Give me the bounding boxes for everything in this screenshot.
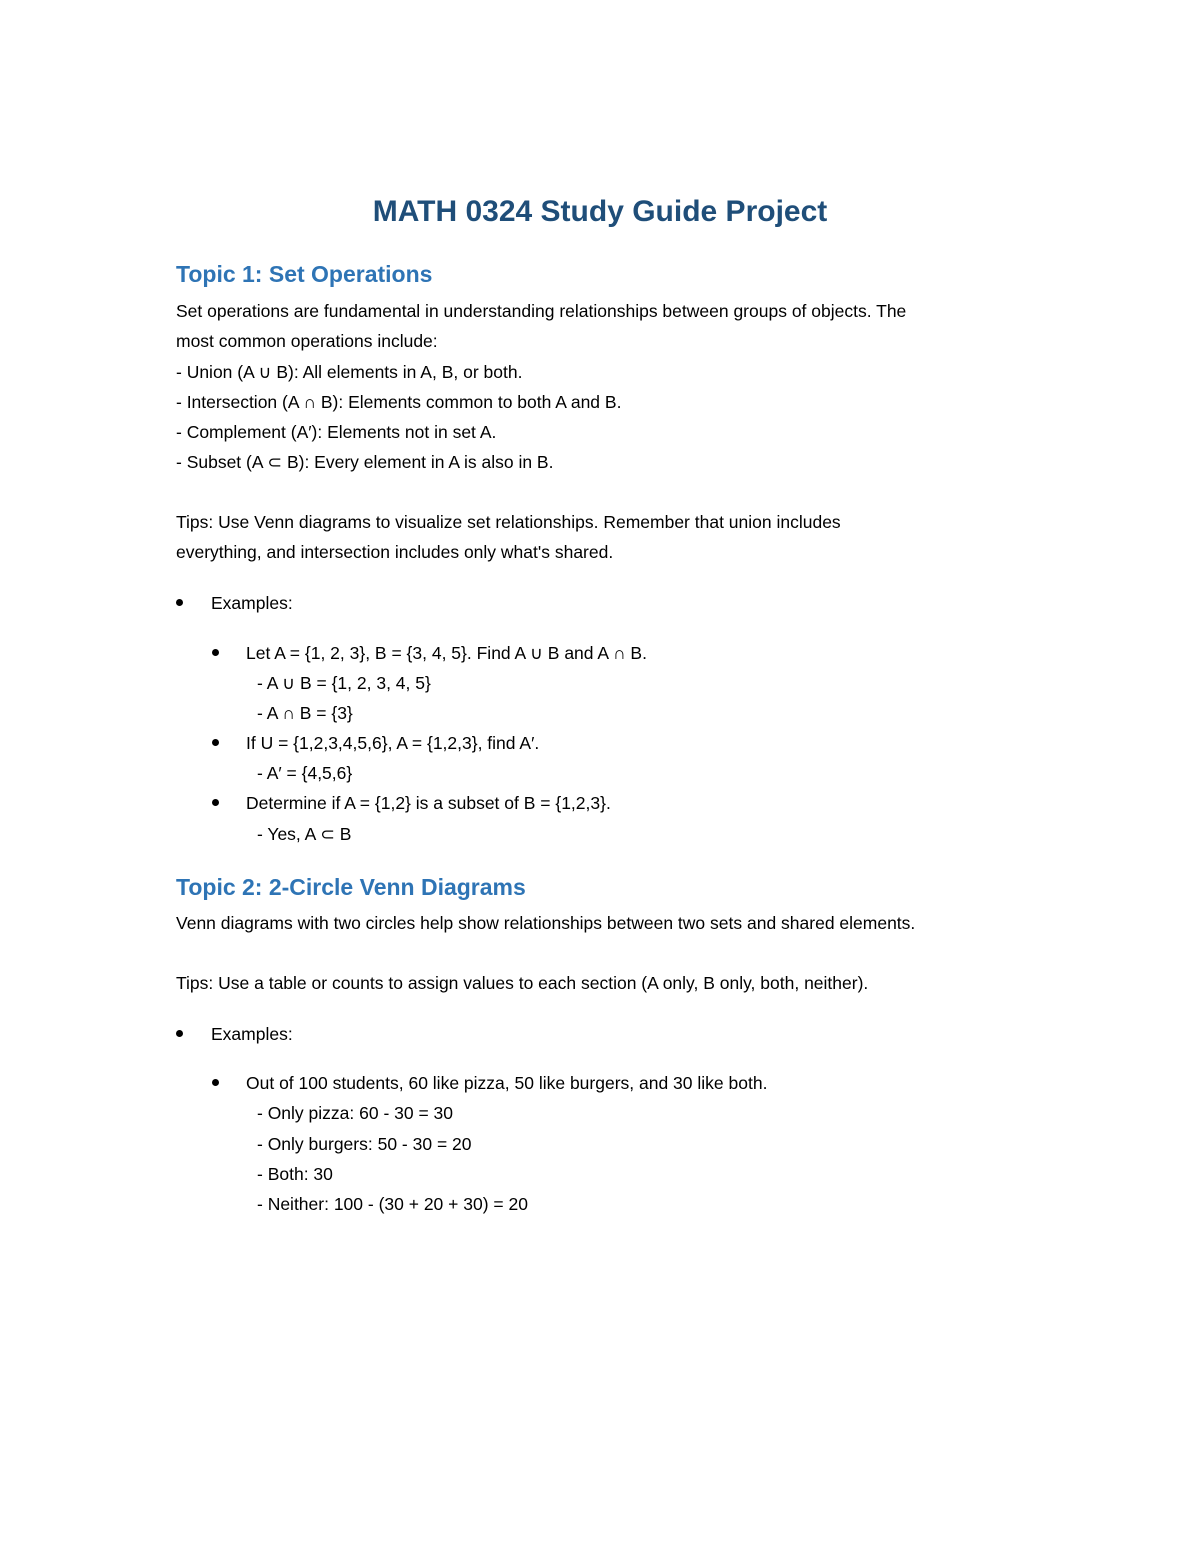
topic1-example-1: Let A = {1, 2, 3}, B = {3, 4, 5}. Find A ∪ B and A ∩ B. (246, 643, 647, 663)
topic2-intro: Venn diagrams with two circles help show relationships between two sets and shared elements. (176, 913, 916, 933)
bullet-icon (176, 1030, 183, 1037)
topic2-examples-label: Examples: (211, 1024, 293, 1044)
topic1-complement-line: - Complement (A′): Elements not in set A. (176, 422, 497, 443)
topic1-example-1-answer: - A ∪ B = {1, 2, 3, 4, 5} (257, 673, 431, 693)
topic1-example-2: If U = {1,2,3,4,5,6}, A = {1,2,3}, find A′. (246, 733, 540, 753)
topic1-subset-line: - Subset (A ⊂ B): Every element in A is also in B. (176, 452, 554, 473)
topic1-examples-label: Examples: (211, 593, 293, 613)
bullet-icon (212, 649, 219, 656)
topic2-tips: Tips: Use a table or counts to assign values to each section (A only, B only, both, neither). (176, 973, 869, 993)
document-title: MATH 0324 Study Guide Project (372, 195, 828, 228)
topic2-example-1: Out of 100 students, 60 like pizza, 50 like burgers, and 30 like both. (246, 1073, 768, 1093)
topic2-example-1-answer: - Only burgers: 50 - 30 = 20 (257, 1134, 472, 1154)
topic1-example-3-answer: - Yes, A ⊂ B (257, 824, 352, 844)
topic1-intro-line: most common operations include: (176, 331, 438, 352)
topic1-tips (176, 507, 1036, 568)
topic2-example-1-answer: - Only pizza: 60 - 30 = 30 (257, 1103, 454, 1123)
topic1-example-1-answer: - A ∩ B = {3} (257, 703, 353, 723)
bullet-icon (176, 599, 183, 606)
topic1-intro (176, 296, 1036, 478)
topic1-intersection-line: - Intersection (A ∩ B): Elements common to both A and B. (176, 391, 622, 412)
bullet-icon (212, 739, 219, 746)
topic1-intro-line: Set operations are fundamental in understanding relationships between groups of objects. The (176, 301, 907, 321)
bullet-icon (212, 799, 219, 806)
topic2-heading: Topic 2: 2-Circle Venn Diagrams (176, 874, 526, 900)
topic1-union-line: - Union (A ∪ B): All elements in A, B, or both. (176, 361, 523, 382)
topic2-example-1-answer: - Neither: 100 - (30 + 20 + 30) = 20 (257, 1194, 528, 1214)
topic1-heading: Topic 1: Set Operations (176, 261, 433, 287)
topic1-example-3: Determine if A = {1,2} is a subset of B = {1,2,3}. (246, 793, 611, 813)
bullet-icon (212, 1079, 219, 1086)
topic1-tips-line: everything, and intersection includes only what's shared. (176, 542, 614, 563)
topic2-example-1-answer: - Both: 30 (257, 1164, 333, 1184)
topic1-example-2-answer: - A′ = {4,5,6} (257, 763, 353, 783)
topic1-tips-line: Tips: Use Venn diagrams to visualize set relationships. Remember that union includes (176, 512, 841, 532)
